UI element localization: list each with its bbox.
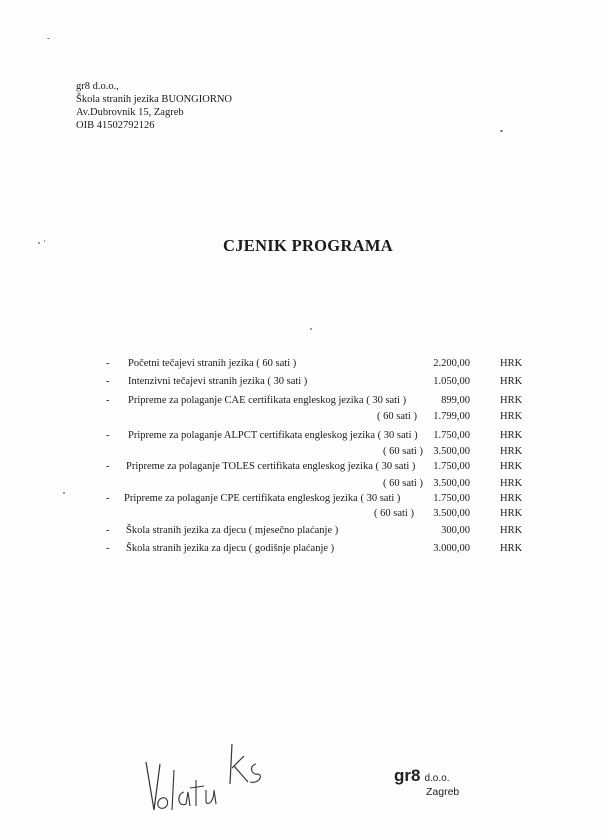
price-currency: HRK <box>500 525 523 536</box>
bullet-dash: - <box>106 358 110 369</box>
price-row <box>0 476 606 492</box>
program-label: Pripreme za polaganje ALPCT certifikata engleskog jezika ( 30 sati ) <box>128 430 418 441</box>
program-label: Intenzivni tečajevi stranih jezika ( 30 sati ) <box>128 376 308 387</box>
price-amount: 1.050,00 <box>433 376 470 387</box>
price-amount: 300,00 <box>441 525 470 536</box>
price-currency: HRK <box>500 493 523 504</box>
bullet-dash: - <box>106 395 110 406</box>
signature <box>140 740 280 820</box>
bullet-dash: - <box>106 461 110 472</box>
price-amount: 3.000,00 <box>433 543 470 554</box>
stamp-city: Zagreb <box>426 786 460 798</box>
bullet-dash: - <box>106 543 110 554</box>
price-currency: HRK <box>500 461 523 472</box>
program-label: ( 60 sati ) <box>377 411 417 422</box>
price-row <box>0 374 606 390</box>
price-currency: HRK <box>500 376 523 387</box>
scan-speck <box>47 38 50 39</box>
price-currency: HRK <box>500 446 523 457</box>
bullet-dash: - <box>106 430 110 441</box>
price-amount: 1.750,00 <box>433 430 470 441</box>
price-amount: 1.750,00 <box>433 493 470 504</box>
price-row <box>0 541 606 557</box>
price-amount: 1.750,00 <box>433 461 470 472</box>
company-stamp <box>394 766 459 798</box>
scan-speck <box>63 492 65 494</box>
price-amount: 3.500,00 <box>433 508 470 519</box>
price-currency: HRK <box>500 358 523 369</box>
program-label: Škola stranih jezika za djecu ( godišnje plaćanje ) <box>126 543 335 554</box>
price-row <box>0 459 606 475</box>
company-address: Av.Dubrovnik 15, Zagreb <box>76 107 184 118</box>
signature-stroke <box>250 764 260 782</box>
program-label: ( 60 sati ) <box>374 508 414 519</box>
scan-speck <box>38 242 40 244</box>
price-row <box>0 523 606 539</box>
program-label: Pripreme za polaganje CAE certifikata engleskog jezika ( 30 sati ) <box>128 395 407 406</box>
price-currency: HRK <box>500 411 523 422</box>
program-label: Pripreme za polaganje TOLES certifikata engleskog jezika ( 30 sati ) <box>126 461 416 472</box>
price-row <box>0 491 606 507</box>
signature-stroke <box>190 780 204 806</box>
bullet-dash: - <box>106 525 110 536</box>
stamp-brand: gr8 <box>394 766 421 785</box>
price-amount: 2.200,00 <box>433 358 470 369</box>
scan-speck <box>310 328 312 330</box>
program-label: ( 60 sati ) <box>383 478 423 489</box>
price-currency: HRK <box>500 508 523 519</box>
price-currency: HRK <box>500 478 523 489</box>
price-currency: HRK <box>500 430 523 441</box>
price-row <box>0 356 606 372</box>
price-amount: 3.500,00 <box>433 446 470 457</box>
program-label: ( 60 sati ) <box>383 446 423 457</box>
price-row <box>0 409 606 425</box>
signature-stroke <box>172 770 174 810</box>
document-title: CJENIK PROGRAMA <box>223 236 393 255</box>
company-header <box>76 80 232 132</box>
signature-stroke <box>179 792 190 806</box>
bullet-dash: - <box>106 376 110 387</box>
scan-speck <box>500 130 503 132</box>
price-row <box>0 444 606 460</box>
company-oib: OIB 41502792126 <box>76 120 155 131</box>
price-amount: 1.799,00 <box>433 411 470 422</box>
stamp-suffix: d.o.o. <box>424 773 450 784</box>
scan-speck <box>44 240 45 242</box>
price-row <box>0 393 606 409</box>
price-amount: 3.500,00 <box>433 478 470 489</box>
program-label: Početni tečajevi stranih jezika ( 60 sati ) <box>128 358 297 369</box>
price-currency: HRK <box>500 395 523 406</box>
signature-stroke <box>230 744 248 784</box>
price-row <box>0 428 606 444</box>
signature-stroke <box>206 790 216 804</box>
bullet-dash: - <box>106 493 110 504</box>
program-label: Pripreme za polaganje CPE certifikata engleskog jezika ( 30 sati ) <box>124 493 401 504</box>
company-name: gr8 d.o.o., <box>76 81 119 92</box>
program-label: Škola stranih jezika za djecu ( mjesečno plaćanje ) <box>126 525 339 536</box>
price-row <box>0 506 606 522</box>
price-currency: HRK <box>500 543 523 554</box>
school-name: Škola stranih jezika BUONGIORNO <box>76 94 233 105</box>
signature-stroke <box>158 798 168 809</box>
price-amount: 899,00 <box>441 395 470 406</box>
